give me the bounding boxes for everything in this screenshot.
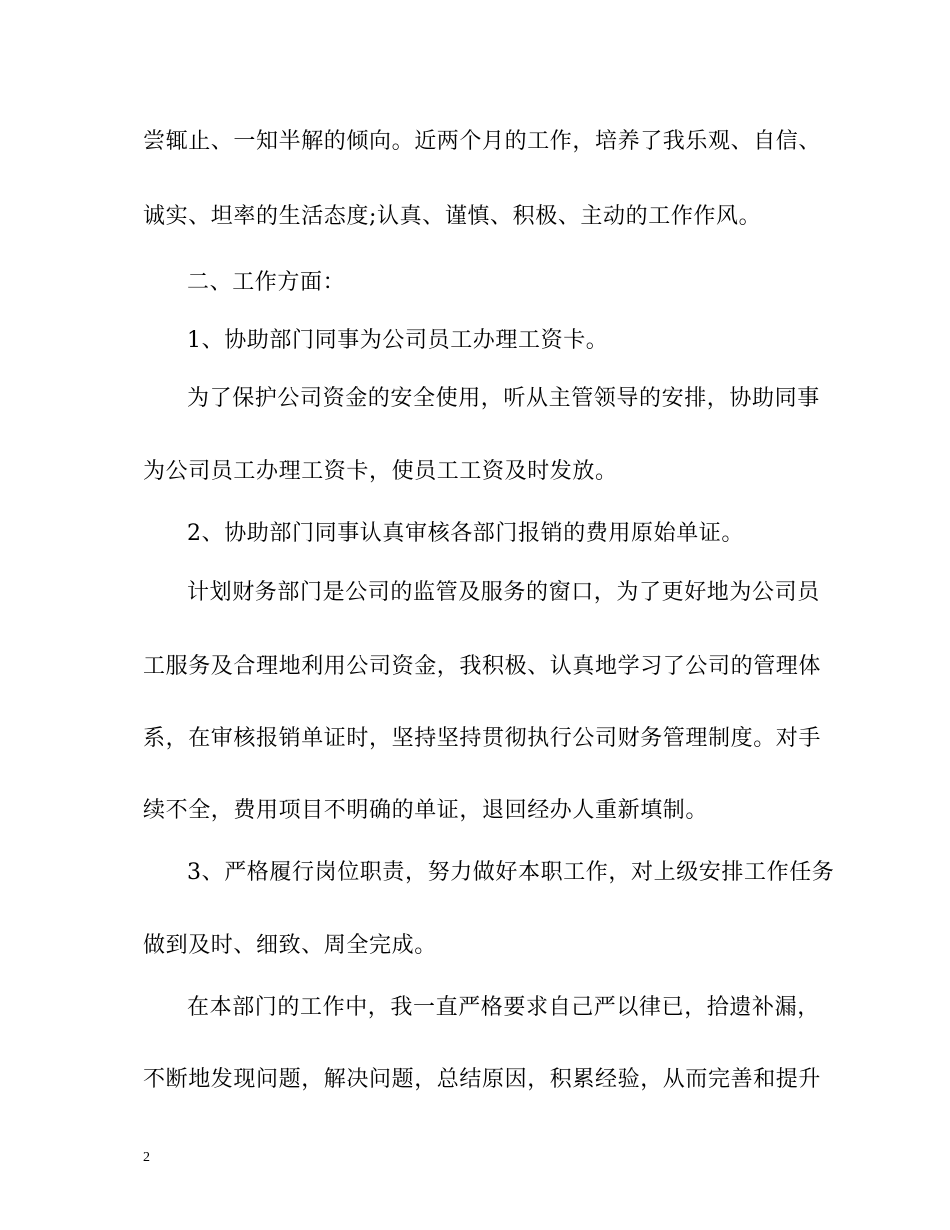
item-heading: 3、严格履行岗位职责，努力做好本职工作，对上级安排工作任务 <box>187 860 835 885</box>
paragraph-line: 为了保护公司资金的安全使用，听从主管领导的安排，协助同事 <box>187 386 820 411</box>
paragraph-line: 续不全，费用项目不明确的单证，退回经办人重新填制。 <box>143 798 709 823</box>
page-number: 2 <box>143 1150 150 1165</box>
paragraph-line: 系，在审核报销单证时，坚持坚持贯彻执行公司财务管理制度。对手 <box>143 726 822 751</box>
section-heading: 二、工作方面： <box>187 270 346 295</box>
paragraph-line: 工服务及合理地利用公司资金，我积极、认真地学习了公司的管理体 <box>143 654 822 679</box>
item-heading: 1、协助部门同事为公司员工办理工资卡。 <box>187 328 609 353</box>
paragraph-line: 不断地发现问题，解决问题，总结原因，积累经验，从而完善和提升 <box>143 1067 822 1092</box>
paragraph-line: 做到及时、细致、周全完成。 <box>143 933 437 958</box>
paragraph-line: 诚实、坦率的生活态度;认真、谨慎、积极、主动的工作作风。 <box>143 204 762 229</box>
paragraph-line: 尝辄止、一知半解的倾向。近两个月的工作，培养了我乐观、自信、 <box>143 129 822 154</box>
item-heading: 2、协助部门同事认真审核各部门报销的费用原始单证。 <box>187 521 744 546</box>
paragraph-line: 为公司员工办理工资卡，使员工工资及时发放。 <box>143 459 618 484</box>
paragraph-line: 计划财务部门是公司的监管及服务的窗口，为了更好地为公司员 <box>187 580 820 605</box>
paragraph-line: 在本部门的工作中，我一直严格要求自己严以律已，拾遗补漏， <box>187 995 820 1020</box>
